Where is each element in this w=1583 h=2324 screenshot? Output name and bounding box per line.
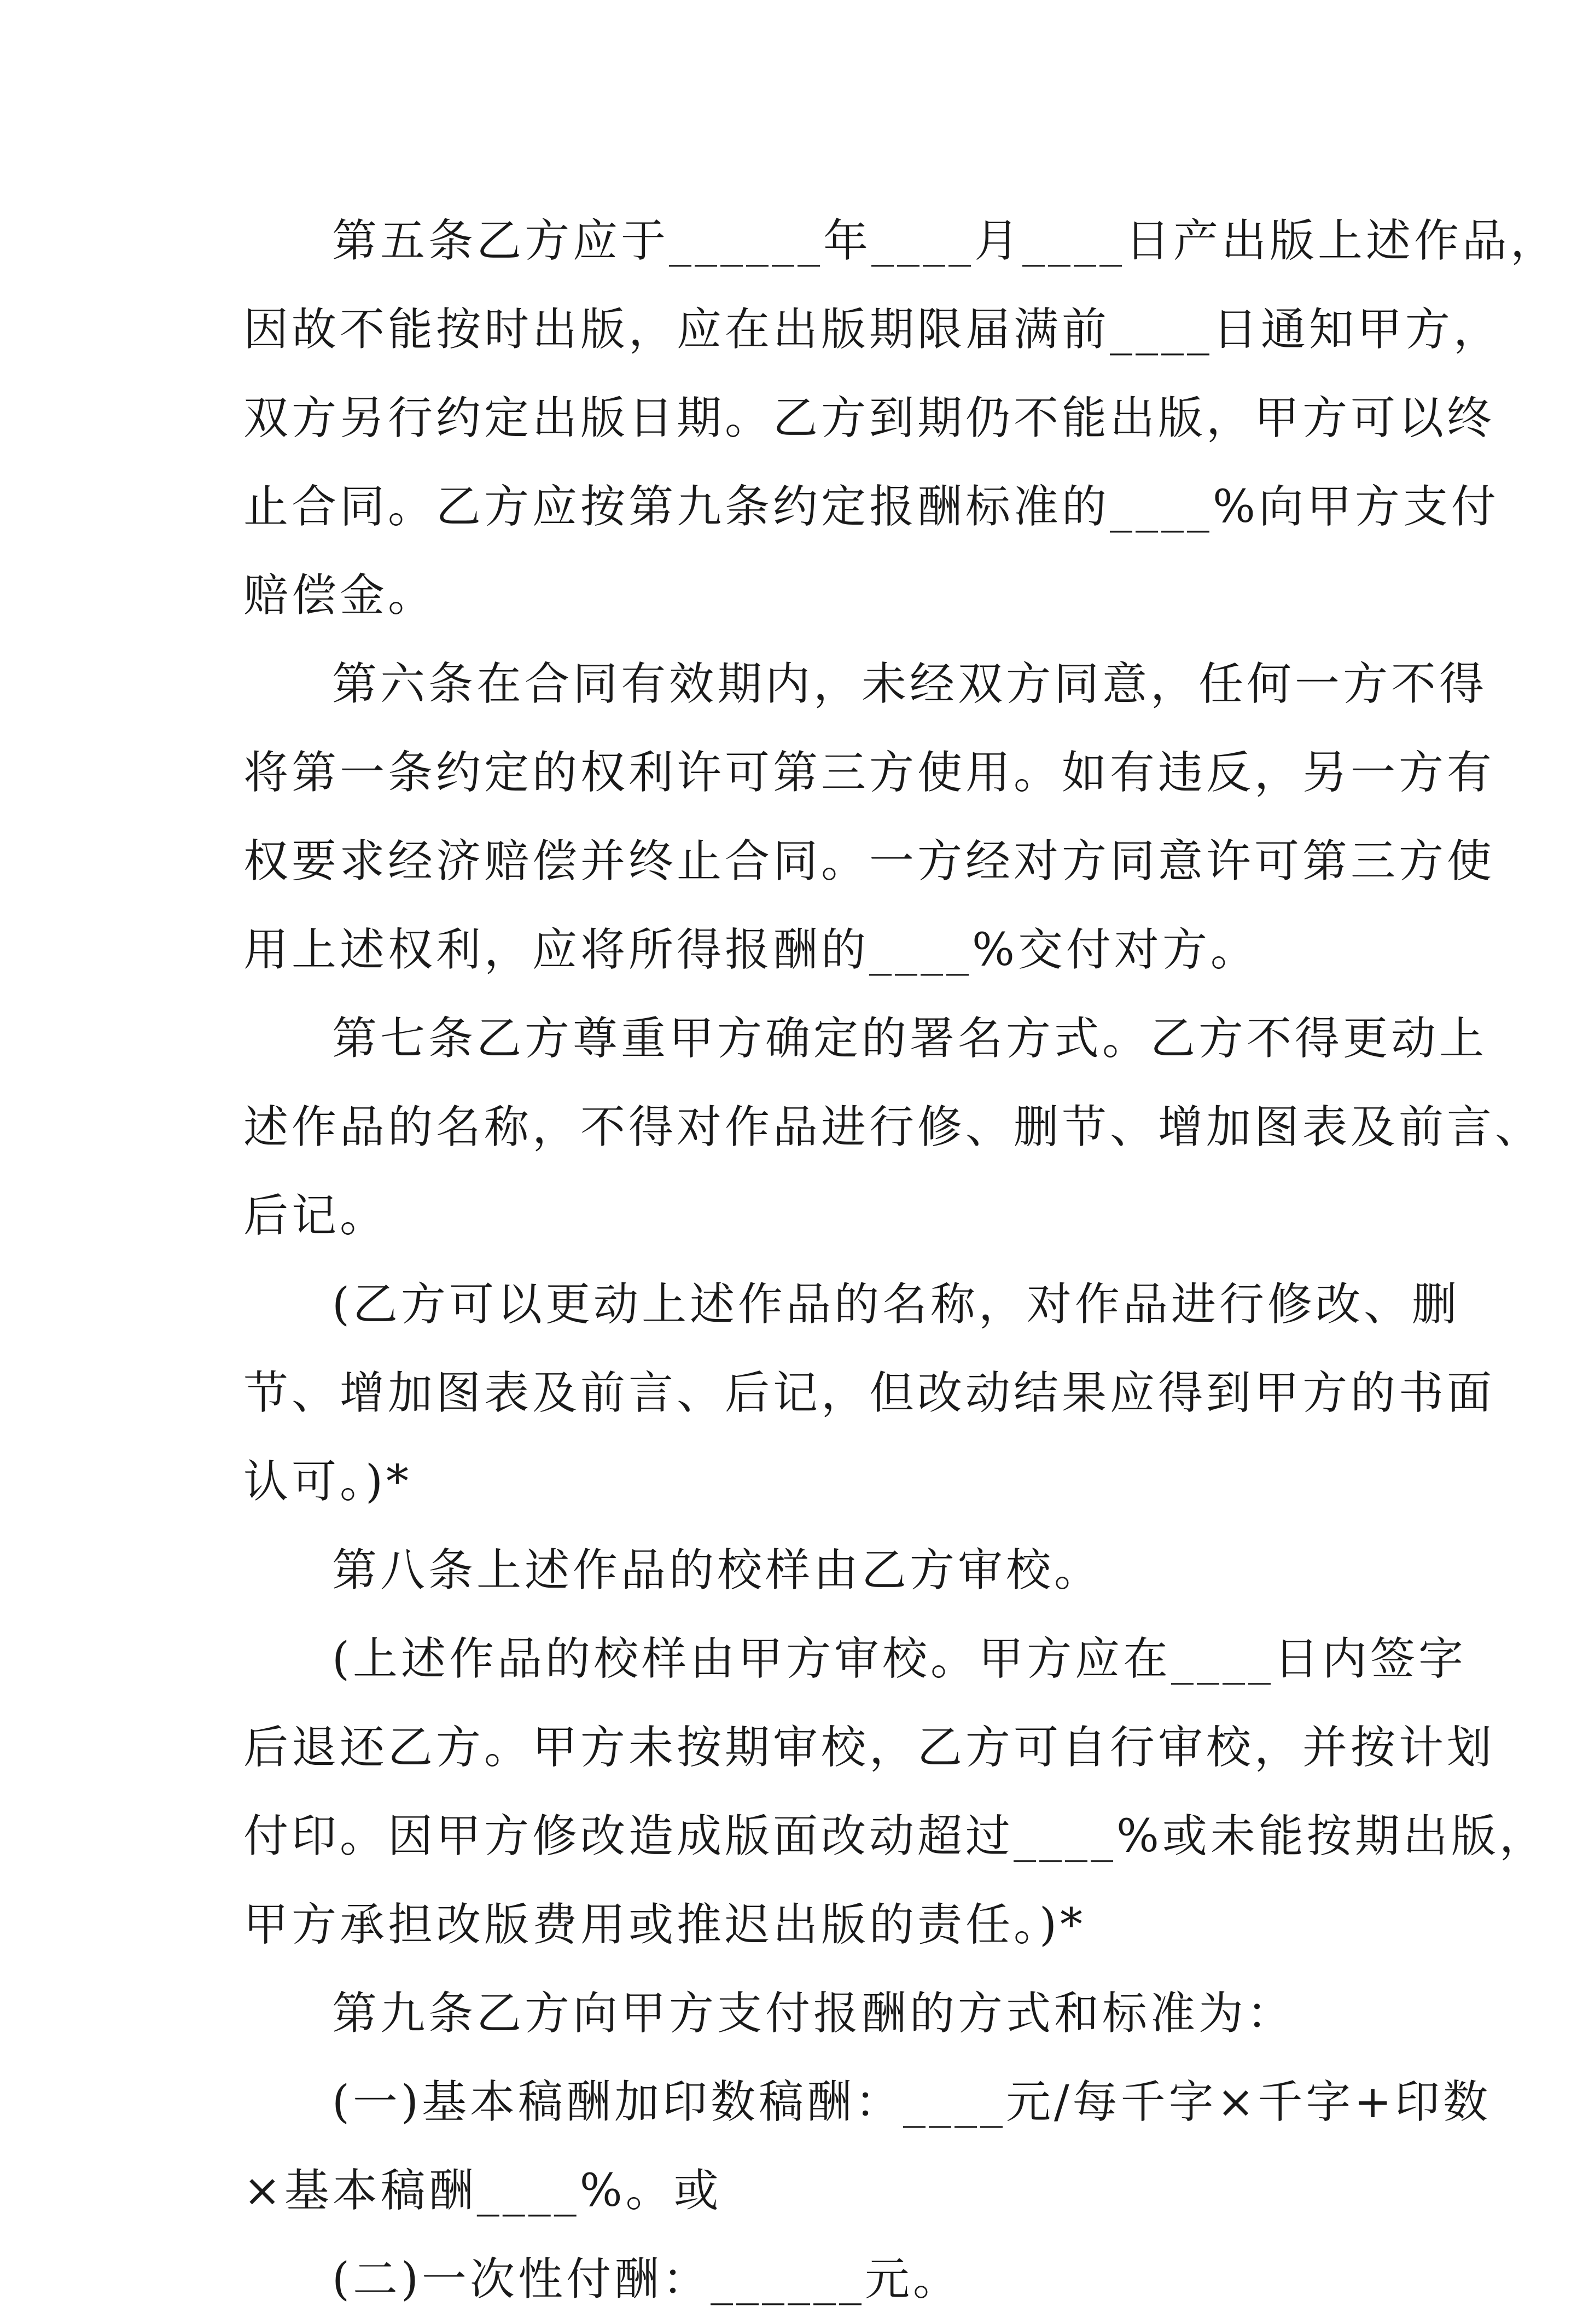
clause-5-line-5: 赔偿金。: [243, 570, 437, 621]
clause-7-alt-line-2: 节、增加图表及前言、后记，但改动结果应得到甲方的书面: [243, 1367, 1495, 1419]
clause-7-alt-line-3: 认可。)*: [243, 1456, 412, 1508]
clause-6-line-3: 权要求经济赔偿并终止合同。一方经对方同意许可第三方使: [243, 835, 1495, 887]
clause-7-line-3: 后记。: [243, 1190, 388, 1242]
clause-9-item-1-line-2: ×基本稿酬____%。或: [243, 2165, 722, 2217]
clause-8-alt-line-1: (上述作品的校样由甲方审校。甲方应在____日内签字: [332, 1633, 1466, 1685]
clause-8-line-1: 第八条上述作品的校样由乙方审校。: [332, 1544, 1103, 1596]
clause-5-line-3: 双方另行约定出版日期。乙方到期仍不能出版，甲方可以终: [243, 392, 1495, 444]
clause-6-line-2: 将第一条约定的权利许可第三方使用。如有违反，另一方有: [243, 747, 1495, 799]
clause-6-line-1: 第六条在合同有效期内，未经双方同意，任何一方不得: [332, 658, 1488, 710]
clause-5-line-4: 止合同。乙方应按第九条约定报酬标准的____%向甲方支付: [243, 481, 1499, 533]
clause-8-alt-line-3: 付印。因甲方修改造成版面改动超过____%或未能按期出版，: [243, 1810, 1547, 1862]
clause-5-line-2: 因故不能按时出版，应在出版期限届满前____日通知甲方，: [243, 304, 1502, 356]
clause-8-alt-line-4: 甲方承担改版费用或推迟出版的责任。)*: [243, 1899, 1086, 1951]
clause-8-alt-line-2: 后退还乙方。甲方未按期审校，乙方可自行审校，并按计划: [243, 1722, 1495, 1774]
clause-5-line-1: 第五条乙方应于______年____月____日产出版上述作品，: [332, 215, 1559, 267]
clause-6-line-4: 用上述权利，应将所得报酬的____%交付对方。: [243, 924, 1259, 976]
clause-7-line-2: 述作品的名称，不得对作品进行修、删节、增加图表及前言、: [243, 1101, 1544, 1153]
clause-9-line-1: 第九条乙方向甲方支付报酬的方式和标准为：: [332, 1988, 1295, 2040]
clause-7-alt-line-1: (乙方可以更动上述作品的名称，对作品进行修改、删: [332, 1279, 1460, 1331]
clause-9-item-2-line-1: (二)一次性付酬：______元。: [332, 2253, 961, 2305]
clause-7-line-1: 第七条乙方尊重甲方确定的署名方式。乙方不得更动上: [332, 1013, 1488, 1065]
contract-page: [243, 197, 1559, 2324]
clause-9-item-1-line-1: (一)基本稿酬加印数稿酬：____元/每千字×千字+印数: [332, 2076, 1492, 2128]
